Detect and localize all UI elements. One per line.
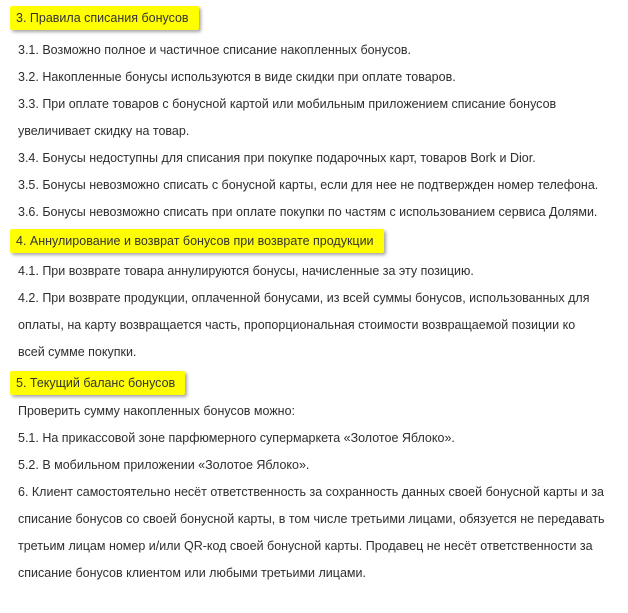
list-item: 4.1. При возврате товара аннулируются бонусы, начисленные за эту позицию.: [18, 264, 474, 278]
list-item: 3.6. Бонусы невозможно списать при оплате покупки по частям с использованием сервиса Долями.: [18, 205, 598, 219]
section-header-write-off-rules: 3. Правила списания бонусов: [10, 6, 199, 30]
responsibility-note: 6. Клиент самостоятельно несёт ответственность за сохранность данных своей бонусной карты и за списание бонусов со своей бонусной карты, в том числе третьими лицами, обязуется не передавать третьим лицам номер и/или QR-код своей бонусной карты. Продавец не несёт ответственности за списание бонусов клиентом или любыми третьими лицами.: [18, 485, 605, 580]
list-item: 3.1. Возможно полное и частичное списание накопленных бонусов.: [18, 43, 412, 57]
list-item: 5.2. В мобильном приложении «Золотое Яблоко».: [18, 458, 310, 472]
section-header-current-balance: 5. Текущий баланс бонусов: [10, 371, 185, 395]
section-body-write-off-rules: [10, 37, 628, 226]
list-item: Проверить сумму накопленных бонусов можно:: [18, 404, 296, 418]
list-item: 4.2. При возврате продукции, оплаченной бонусами, из всей суммы бонусов, использованных для оплаты, на карту возвращается часть, пропорциональная стоимости возвращаемой позиции ко всей сумме покупки.: [18, 291, 590, 359]
list-item: 3.4. Бонусы недоступны для списания при покупке подарочных карт, товаров Bork и Dior.: [18, 151, 536, 165]
section-header-cancellation-return: 4. Аннулирование и возврат бонусов при возврате продукции: [10, 229, 384, 253]
list-item: 3.5. Бонусы невозможно списать с бонусной карты, если для нее не подтвержден номер телефона.: [18, 178, 599, 192]
section-body-current-balance: [10, 398, 628, 479]
list-item: 5.1. На прикассовой зоне парфюмерного супермаркета «Золотое Яблоко».: [18, 431, 455, 445]
section-body-cancellation-return: [10, 258, 628, 366]
list-item: 3.2. Накопленные бонусы используются в виде скидки при оплате товаров.: [18, 70, 456, 84]
list-item: 3.3. При оплате товаров с бонусной картой или мобильным приложением списание бонусов увеличивает скидку на товар.: [18, 97, 557, 138]
